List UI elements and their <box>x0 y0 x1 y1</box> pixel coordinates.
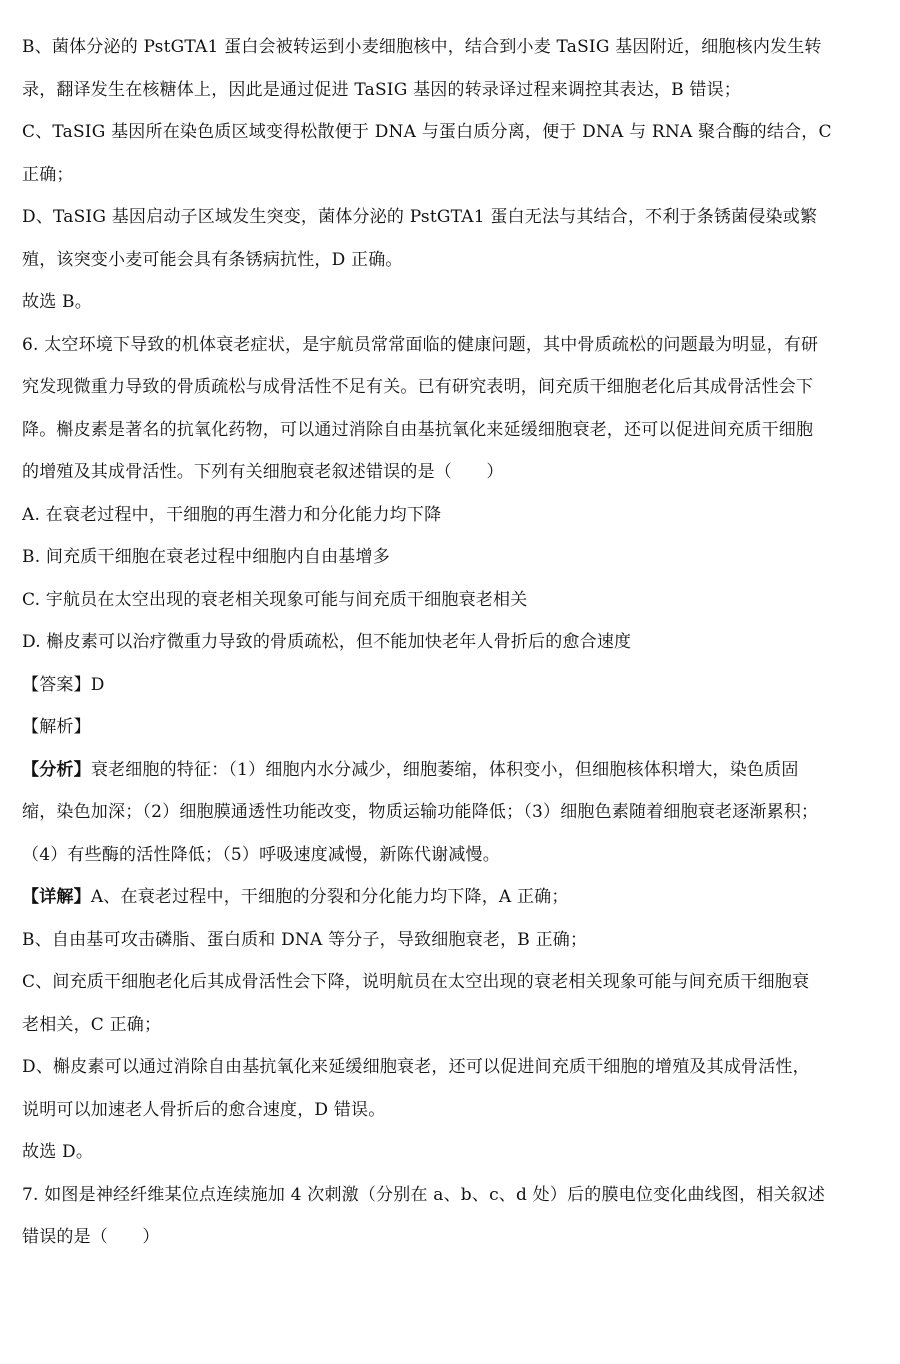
line-text: 故选 D。 <box>22 1142 94 1162</box>
text-line <box>22 69 884 112</box>
question-7-stem <box>22 1174 884 1217</box>
text-line <box>22 1131 884 1174</box>
line-text: 说明可以加速老人骨折后的愈合速度，D 错误。 <box>22 1099 386 1120</box>
option-a <box>22 494 884 537</box>
line-text: D、槲皮素可以通过消除自由基抗氧化来延缓细胞衰老，还可以促进间充质干细胞的增殖及其成骨活性， <box>22 1057 810 1077</box>
document-page <box>22 26 884 1259</box>
text-line <box>22 791 884 834</box>
line-text: 【答案】D <box>22 674 105 695</box>
line-text: D、TaSIG 基因启动子区域发生突变，菌体分泌的 PstGTA1 蛋白无法与其结合，不利于条锈菌侵染或繁 <box>22 207 818 227</box>
text-line <box>22 281 884 324</box>
text-line <box>22 1216 884 1259</box>
text-line <box>22 834 884 877</box>
line-text: B、菌体分泌的 PstGTA1 蛋白会被转运到小麦细胞核中，结合到小麦 TaSIG 基因附近，细胞核内发生转 <box>22 37 822 57</box>
text-line <box>22 961 884 1004</box>
analysis-line <box>22 749 884 792</box>
line-text: 7. 如图是神经纤维某位点连续施加 4 次刺激（分别在 a、b、c、d 处）后的膜电位变化曲线图，相关叙述 <box>22 1184 826 1205</box>
text-line <box>22 196 884 239</box>
line-text: 录，翻译发生在核糖体上，因此是通过促进 TaSIG 基因的转录译过程来调控其表达，B 错误； <box>22 79 741 100</box>
line-text: 衰老细胞的特征：（1）细胞内水分减少，细胞萎缩，体积变小，但细胞核体积增大，染色质固 <box>90 759 799 780</box>
answer-line <box>22 664 884 707</box>
line-text: A. 在衰老过程中，干细胞的再生潜力和分化能力均下降 <box>22 504 442 525</box>
line-text: B. 间充质干细胞在衰老过程中细胞内自由基增多 <box>22 547 390 567</box>
line-text: 错误的是（ ） <box>22 1227 160 1247</box>
line-text: 殖，该突变小麦可能会具有条锈病抗性，D 正确。 <box>22 249 403 270</box>
text-line <box>22 366 884 409</box>
line-text: 正确； <box>22 164 74 185</box>
line-text: 降。槲皮素是著名的抗氧化药物，可以通过消除自由基抗氧化来延缓细胞衰老，还可以促进间充质干细胞 <box>22 419 814 440</box>
analysis-heading <box>22 706 884 749</box>
question-6-stem <box>22 324 884 367</box>
text-line <box>22 111 884 154</box>
text-line <box>22 1004 884 1047</box>
line-text: C. 宇航员在太空出现的衰老相关现象可能与间充质干细胞衰老相关 <box>22 589 528 610</box>
line-text: 老相关，C 正确； <box>22 1014 162 1035</box>
line-text: 故选 B。 <box>22 292 92 312</box>
section-label: 【详解】 <box>22 887 91 907</box>
line-text: A、在衰老过程中，干细胞的分裂和分化能力均下降，A 正确； <box>90 887 569 907</box>
line-text: 【解析】 <box>22 717 91 737</box>
line-text: B、自由基可攻击磷脂、蛋白质和 DNA 等分子，导致细胞衰老，B 正确； <box>22 929 588 950</box>
text-line <box>22 451 884 494</box>
line-text: 6. 太空环境下导致的机体衰老症状，是宇航员常常面临的健康问题，其中骨质疏松的问题最为明显，有研 <box>22 334 819 355</box>
line-text: 的增殖及其成骨活性。下列有关细胞衰老叙述错误的是（ ） <box>22 462 504 482</box>
text-line <box>22 409 884 452</box>
line-text: C、TaSIG 基因所在染色质区域变得松散便于 DNA 与蛋白质分离，便于 DNA 与 RNA 聚合酶的结合，C <box>22 122 832 142</box>
text-line <box>22 26 884 69</box>
line-text: D. 槲皮素可以治疗微重力导致的骨质疏松，但不能加快老年人骨折后的愈合速度 <box>22 632 632 652</box>
line-text: 究发现微重力导致的骨质疏松与成骨活性不足有关。已有研究表明，间充质干细胞老化后其成骨活性会下 <box>22 377 814 397</box>
line-text: 缩，染色加深；（2）细胞膜通透性功能改变，物质运输功能降低；（3）细胞色素随着细胞衰老逐渐累积； <box>22 802 819 822</box>
option-d <box>22 621 884 664</box>
detail-line <box>22 876 884 919</box>
text-line <box>22 919 884 962</box>
line-text: C、间充质干细胞老化后其成骨活性会下降，说明航员在太空出现的衰老相关现象可能与间充质干细胞衰 <box>22 972 810 992</box>
text-line <box>22 239 884 282</box>
text-line <box>22 154 884 197</box>
text-line <box>22 1046 884 1089</box>
line-text: （4）有些酶的活性降低；（5）呼吸速度减慢，新陈代谢减慢。 <box>22 844 500 865</box>
option-c <box>22 579 884 622</box>
text-line <box>22 1089 884 1132</box>
section-label: 【分析】 <box>22 759 91 780</box>
option-b <box>22 536 884 579</box>
